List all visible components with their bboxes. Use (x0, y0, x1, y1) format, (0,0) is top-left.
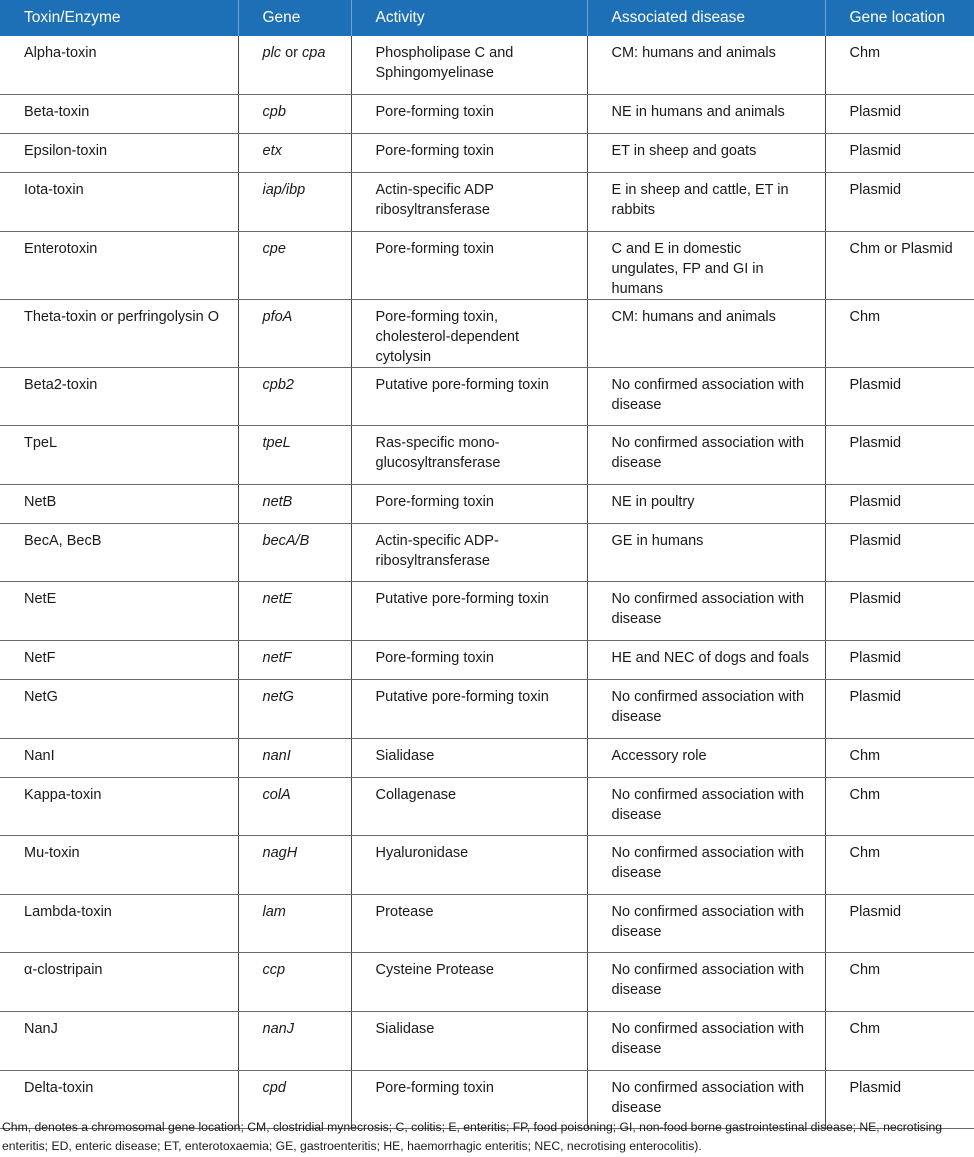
cell-toxin-enzyme: Alpha-toxin (0, 36, 238, 95)
table-row (0, 836, 974, 895)
cell-gene: netF (238, 641, 351, 680)
cell-associated-disease: No confirmed association with disease (587, 777, 825, 836)
cell-toxin-enzyme: NetG (0, 680, 238, 739)
cell-toxin-enzyme: Lambda-toxin (0, 894, 238, 953)
cell-activity: Pore-forming toxin (351, 641, 587, 680)
cell-activity: Putative pore-forming toxin (351, 582, 587, 641)
cell-activity: Actin-specific ADP ribosyltransferase (351, 173, 587, 232)
cell-activity: Actin-specific ADP-ribosyltransferase (351, 523, 587, 582)
table-row (0, 231, 974, 299)
cell-activity: Pore-forming toxin (351, 134, 587, 173)
table-row (0, 36, 974, 95)
cell-toxin-enzyme: NanJ (0, 1012, 238, 1071)
table-row (0, 426, 974, 485)
cell-associated-disease: ET in sheep and goats (587, 134, 825, 173)
cell-associated-disease: No confirmed association with disease (587, 836, 825, 895)
table-row (0, 894, 974, 953)
cell-activity: Putative pore-forming toxin (351, 367, 587, 426)
cell-gene: netE (238, 582, 351, 641)
cell-gene: cpb (238, 95, 351, 134)
cell-gene-location: Plasmid (825, 680, 974, 739)
cell-associated-disease: No confirmed association with disease (587, 582, 825, 641)
cell-activity: Pore-forming toxin (351, 484, 587, 523)
cell-activity: Putative pore-forming toxin (351, 680, 587, 739)
cell-gene: tpeL (238, 426, 351, 485)
cell-gene: etx (238, 134, 351, 173)
cell-gene: iap/ibp (238, 173, 351, 232)
cell-toxin-enzyme: Mu-toxin (0, 836, 238, 895)
cell-activity: Cysteine Protease (351, 953, 587, 1012)
cell-gene-location: Chm (825, 777, 974, 836)
cell-gene: ccp (238, 953, 351, 1012)
cell-gene-location: Plasmid (825, 582, 974, 641)
cell-gene: pfoA (238, 299, 351, 367)
table-row (0, 777, 974, 836)
cell-gene: nagH (238, 836, 351, 895)
table-row (0, 95, 974, 134)
cell-gene-location: Plasmid (825, 523, 974, 582)
cell-gene-location: Plasmid (825, 426, 974, 485)
cell-gene-location: Chm (825, 1012, 974, 1071)
cell-toxin-enzyme: TpeL (0, 426, 238, 485)
cell-toxin-enzyme: α-clostripain (0, 953, 238, 1012)
table-row (0, 523, 974, 582)
table-row (0, 484, 974, 523)
cell-toxin-enzyme: Enterotoxin (0, 231, 238, 299)
cell-gene-location: Plasmid (825, 894, 974, 953)
table-row (0, 582, 974, 641)
cell-associated-disease: NE in humans and animals (587, 95, 825, 134)
cell-gene: netG (238, 680, 351, 739)
cell-activity: Phospholipase C and Sphingomyelinase (351, 36, 587, 95)
table-row (0, 299, 974, 367)
cell-toxin-enzyme: Iota-toxin (0, 173, 238, 232)
cell-activity: Ras-specific mono-glucosyltransferase (351, 426, 587, 485)
header-gene-location: Gene location (825, 0, 974, 36)
table-row (0, 738, 974, 777)
cell-gene-location: Chm or Plasmid (825, 231, 974, 299)
cell-activity: Collagenase (351, 777, 587, 836)
cell-associated-disease: GE in humans (587, 523, 825, 582)
table-row (0, 953, 974, 1012)
cell-activity: Sialidase (351, 738, 587, 777)
table-footnote: Chm, denotes a chromosomal gene location; CM, clostridial mynecrosis; C, colitis; E, enteritis; FP, food poisoning; GI, non-food borne gastrointestinal disease; NE, necrotising enteritis; ED, enteric disease; ET, enterotoxaemia; GE, gastroenteritis; HE, haemorrhagic enteritis; NEC, necrotising enterocolitis). (2, 1120, 943, 1153)
cell-toxin-enzyme: BecA, BecB (0, 523, 238, 582)
cell-associated-disease: NE in poultry (587, 484, 825, 523)
cell-gene: cpd (238, 1070, 351, 1129)
table-row (0, 1012, 974, 1071)
cell-gene-location: Plasmid (825, 484, 974, 523)
table-row (0, 680, 974, 739)
cell-associated-disease: E in sheep and cattle, ET in rabbits (587, 173, 825, 232)
cell-gene: nanJ (238, 1012, 351, 1071)
cell-gene-location: Plasmid (825, 1070, 974, 1129)
cell-gene: netB (238, 484, 351, 523)
cell-toxin-enzyme: NetB (0, 484, 238, 523)
cell-toxin-enzyme: NetE (0, 582, 238, 641)
cell-activity: Pore-forming toxin, cholesterol-dependent cytolysin (351, 299, 587, 367)
header-associated-disease: Associated disease (587, 0, 825, 36)
table-row (0, 367, 974, 426)
cell-activity: Pore-forming toxin (351, 1070, 587, 1129)
cell-associated-disease: CM: humans and animals (587, 299, 825, 367)
cell-gene-location: Plasmid (825, 134, 974, 173)
cell-toxin-enzyme: Epsilon-toxin (0, 134, 238, 173)
cell-toxin-enzyme: Beta-toxin (0, 95, 238, 134)
cell-associated-disease: No confirmed association with disease (587, 894, 825, 953)
cell-associated-disease: C and E in domestic ungulates, FP and GI in humans (587, 231, 825, 299)
cell-associated-disease: CM: humans and animals (587, 36, 825, 95)
cell-toxin-enzyme: Kappa-toxin (0, 777, 238, 836)
table-header-row (0, 0, 974, 36)
cell-gene-location: Chm (825, 836, 974, 895)
cell-gene: cpb2 (238, 367, 351, 426)
cell-gene: colA (238, 777, 351, 836)
cell-gene-location: Plasmid (825, 641, 974, 680)
cell-gene: nanI (238, 738, 351, 777)
header-gene: Gene (238, 0, 351, 36)
cell-gene: plc or cpa (238, 36, 351, 95)
cell-toxin-enzyme: Theta-toxin or perfringolysin O (0, 299, 238, 367)
cell-gene: lam (238, 894, 351, 953)
cell-toxin-enzyme: Beta2-toxin (0, 367, 238, 426)
cell-gene: becA/B (238, 523, 351, 582)
cell-activity: Hyaluronidase (351, 836, 587, 895)
table-row (0, 173, 974, 232)
cell-activity: Protease (351, 894, 587, 953)
cell-associated-disease: No confirmed association with disease (587, 367, 825, 426)
cell-activity: Pore-forming toxin (351, 231, 587, 299)
cell-toxin-enzyme: Delta-toxin (0, 1070, 238, 1129)
cell-activity: Pore-forming toxin (351, 95, 587, 134)
cell-gene: cpe (238, 231, 351, 299)
cell-associated-disease: No confirmed association with disease (587, 680, 825, 739)
cell-gene-location: Plasmid (825, 173, 974, 232)
cell-associated-disease: No confirmed association with disease (587, 1070, 825, 1129)
cell-activity: Sialidase (351, 1012, 587, 1071)
table-row (0, 641, 974, 680)
cell-gene-location: Chm (825, 36, 974, 95)
header-toxin-enzyme: Toxin/Enzyme (0, 0, 238, 36)
cell-associated-disease: No confirmed association with disease (587, 426, 825, 485)
cell-gene-location: Chm (825, 299, 974, 367)
header-activity: Activity (351, 0, 587, 36)
cell-associated-disease: No confirmed association with disease (587, 953, 825, 1012)
cell-toxin-enzyme: NanI (0, 738, 238, 777)
cell-associated-disease: No confirmed association with disease (587, 1012, 825, 1071)
cell-associated-disease: Accessory role (587, 738, 825, 777)
cell-gene-location: Chm (825, 953, 974, 1012)
cell-gene-location: Plasmid (825, 367, 974, 426)
table-row (0, 134, 974, 173)
cell-gene-location: Plasmid (825, 95, 974, 134)
cell-toxin-enzyme: NetF (0, 641, 238, 680)
cell-associated-disease: HE and NEC of dogs and foals (587, 641, 825, 680)
cell-gene-location: Chm (825, 738, 974, 777)
